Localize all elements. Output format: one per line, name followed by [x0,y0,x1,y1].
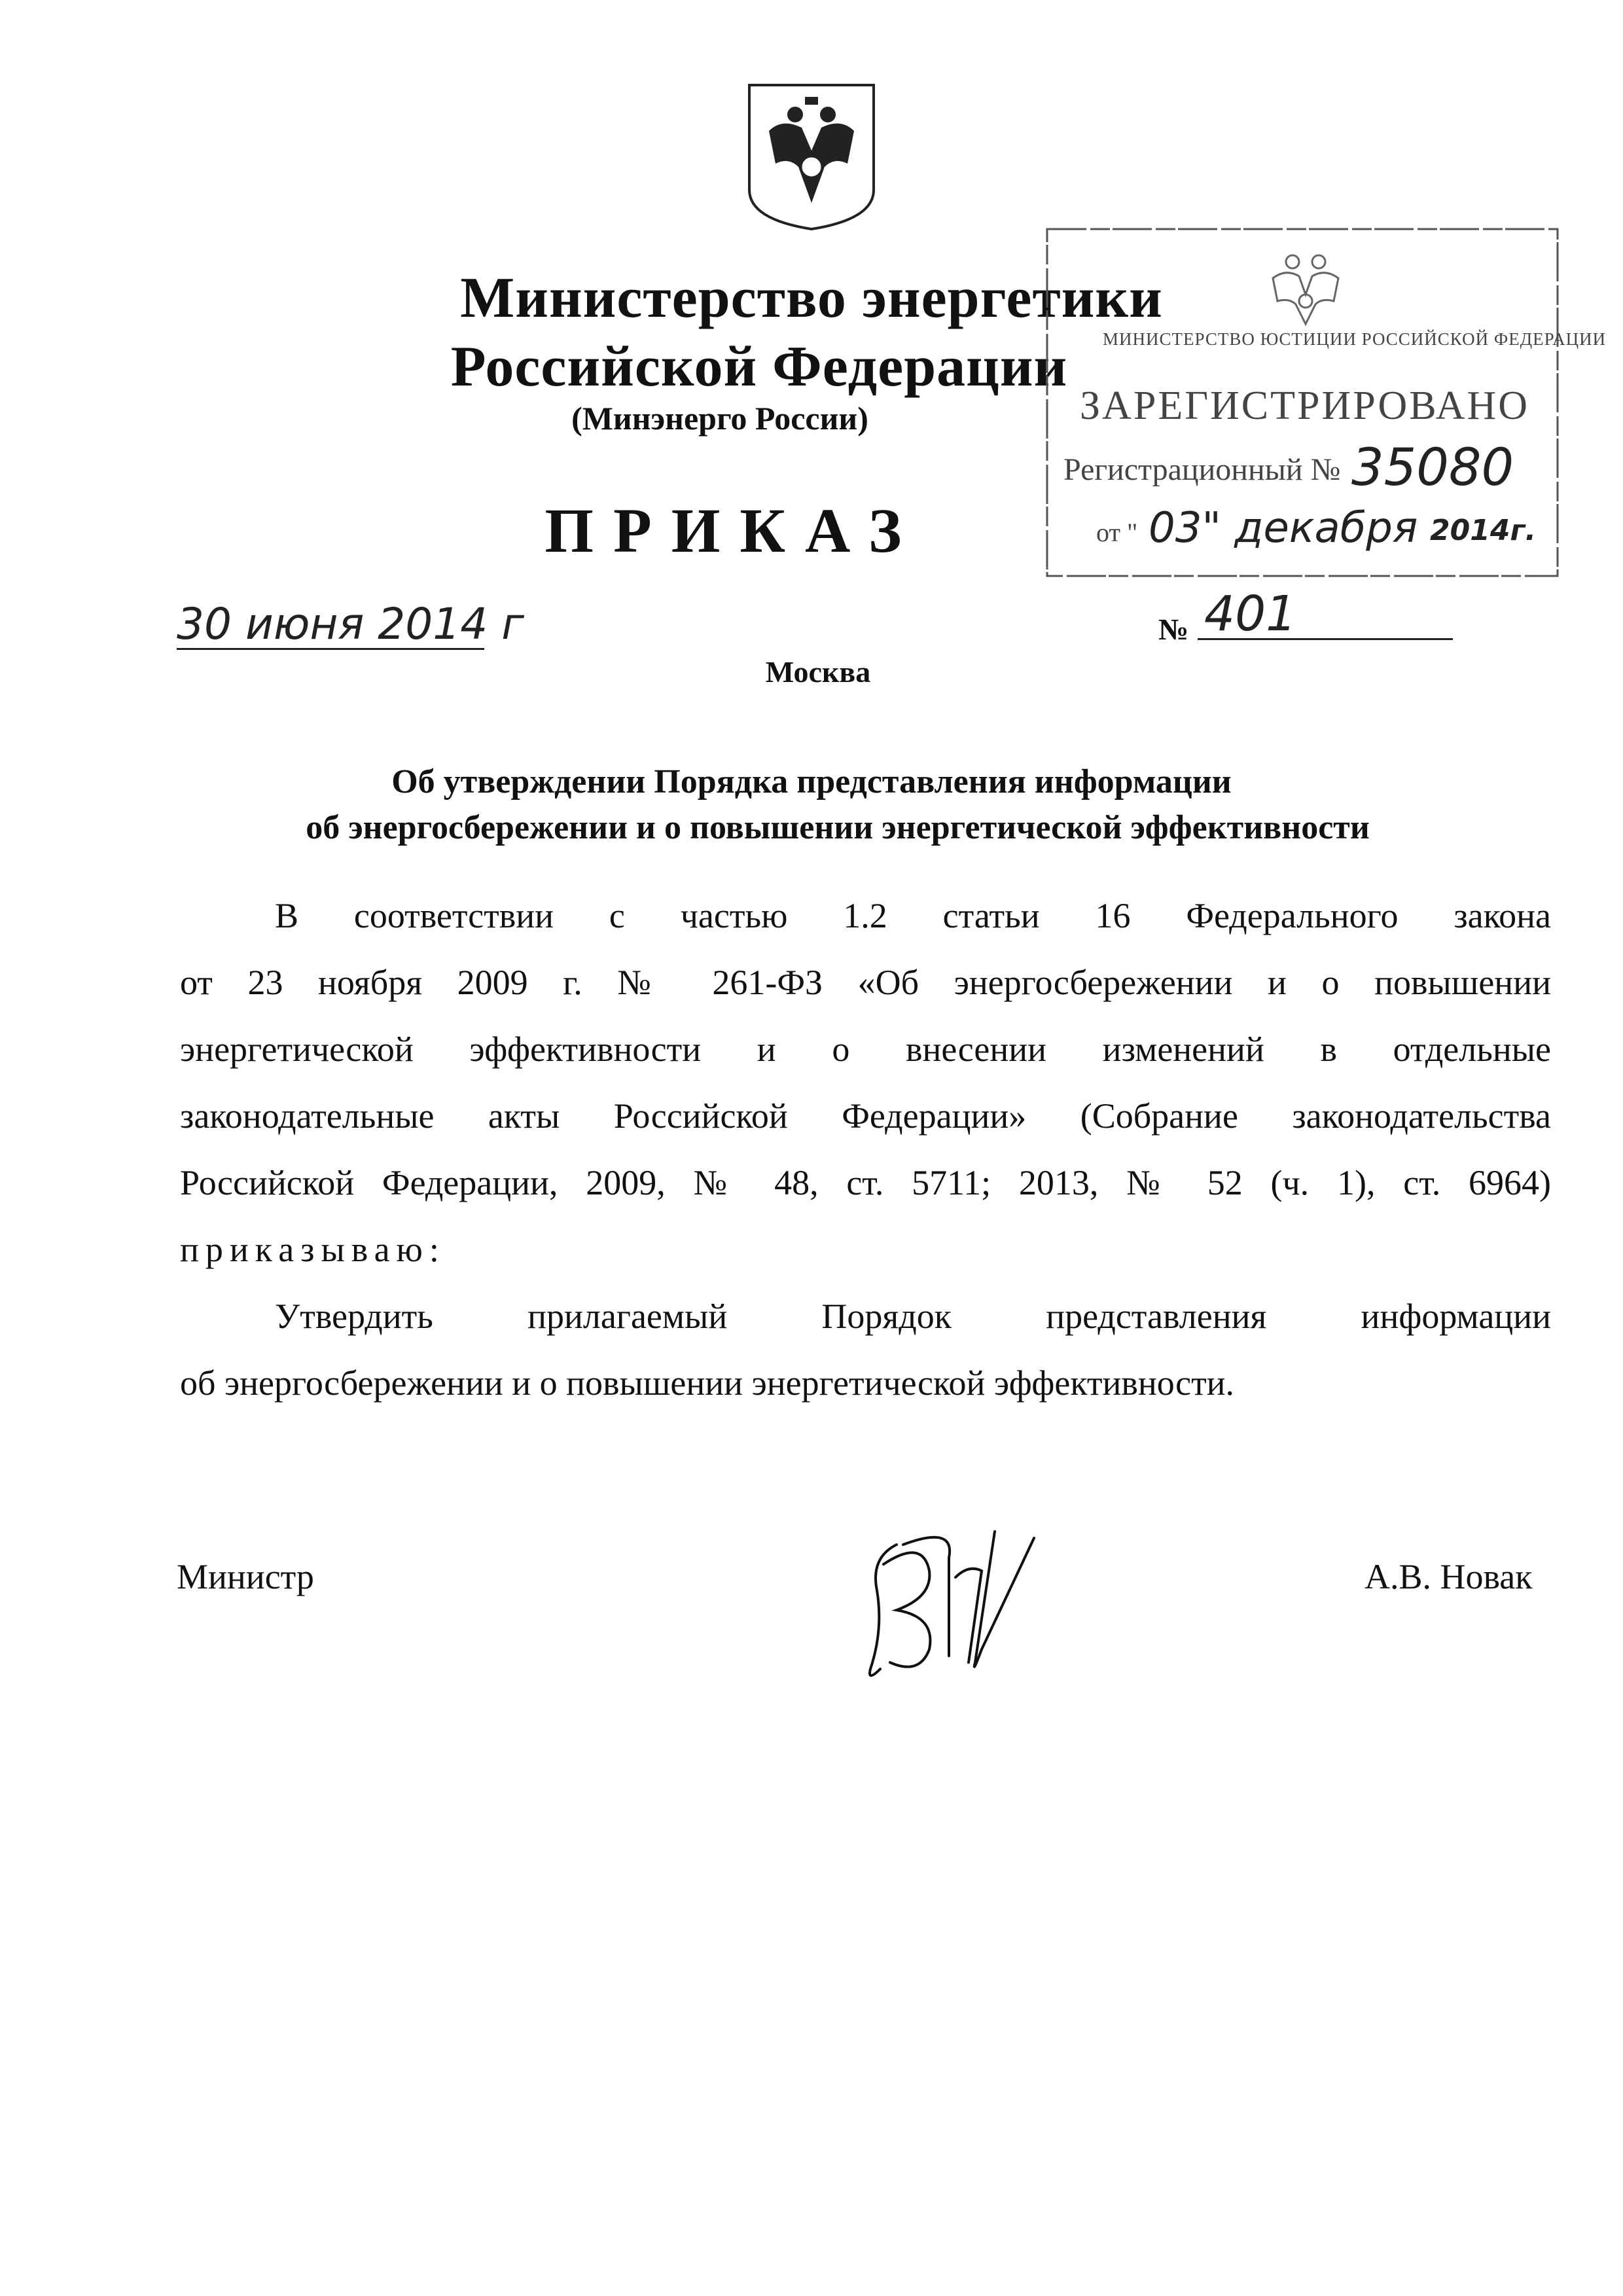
document-title: ПРИКАЗ [544,495,921,565]
stamp-year: 2014г. [1430,514,1537,547]
order-number: 401 [1204,586,1297,642]
ministry-name-line2: Российской Федерации [450,335,1068,399]
order-number-underline [1198,638,1453,640]
body-line: энергетической эффективности и о внесении изменений в отдельные [180,1030,1551,1069]
stamp-registration-number: 35080 [1351,439,1514,497]
body-line: от 23 ноября 2009 г. № 261-ФЗ «Об энергосбережении и о повышении [180,963,1551,1002]
stamp-date-prefix: от " [1096,518,1138,547]
subject-line1: Об утверждении Порядка представления информации [391,763,1232,800]
body-line: об энергосбережении и о повышении энергетической эффективности. [180,1363,1235,1403]
ministry-short-name: (Минэнерго России) [571,400,868,437]
stamp-registration-number-label: Регистрационный № [1063,452,1341,487]
body-line: приказываю: [180,1230,446,1269]
stamp-agency: МИНИСТЕРСТВО ЮСТИЦИИ РОССИЙСКОЙ ФЕДЕРАЦИИ [1103,329,1607,349]
signer-title: Министр [177,1557,314,1596]
stamp-emblem-icon [1263,242,1348,327]
body-line: законодательные акты Российской Федерации» (Собрание законодательства [180,1096,1551,1136]
ministry-name-line1: Министерство энергетики [460,266,1163,330]
body-line: В соответствии с частью 1.2 статьи 16 Федерального закона [275,896,1551,935]
registration-stamp [1044,226,1607,579]
subject-line2: об энергосбережении и о повышении энергетической эффективности [306,809,1370,846]
body-line: Утвердить прилагаемый Порядок представления информации [275,1297,1551,1336]
stamp-date-handwritten: 03" декабря [1149,504,1418,552]
body-line: Российской Федерации, 2009, № 48, ст. 5711; 2013, № 52 (ч. 1), ст. 6964) [180,1163,1551,1202]
stamp-registered-label: ЗАРЕГИСТРИРОВАНО [1080,384,1530,428]
order-date-underline [177,648,484,650]
number-sign: № [1158,613,1189,646]
coat-of-arms-icon [743,79,880,232]
signer-name: А.В. Новак [1364,1557,1533,1596]
city: Москва [765,655,871,689]
signature-icon [857,1518,1054,1689]
order-date: 30 июня 2014 г [177,599,524,649]
